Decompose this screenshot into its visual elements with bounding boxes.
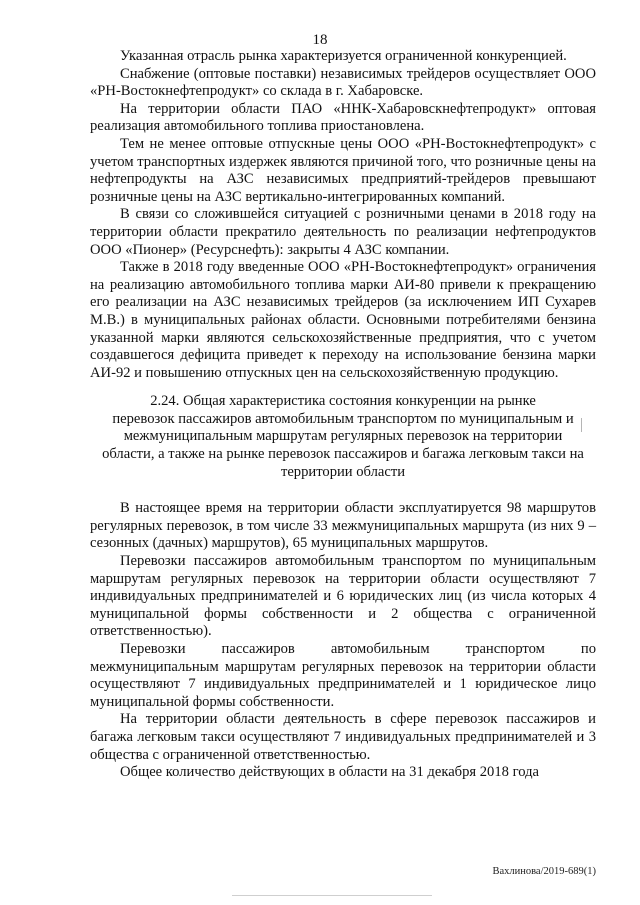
paragraph-nnk: На территории области ПАО «ННК-Хабаровскнефтепродукт» оптовая реализация автомобильного топлива приостановлена. xyxy=(90,100,596,135)
paragraph-supply: Снабжение (оптовые поставки) независимых трейдеров осуществляет ООО «РН-Востокнефтепродукт» со склада в г. Хабаровске. xyxy=(90,65,596,100)
section-heading xyxy=(90,393,596,481)
paragraph-pioneer: В связи со сложившейся ситуацией с розничными ценами в 2018 году на территории области прекратило деятельность по реализации нефтепродуктов ООО «Пионер» (Ресурснефть): закрыты 4 АЗС компании. xyxy=(90,206,596,258)
paragraph-municipal-routes: Перевозки пассажиров автомобильным транспортом по муниципальным маршрутам регулярных перевозок на территории области осуществляют 7 индивидуальных предпринимателей и 6 юридических лиц (из числа которых 4 муниципальной формы собственности и 2 общества с ограниченной ответственностью). xyxy=(90,553,596,640)
paragraph-taxi: На территории области деятельность в сфере перевозок пассажиров и багажа легковым такси осуществляют 7 индивидуальных предпринимателей и 3 общества с ограниченной ответственностью. xyxy=(90,711,596,763)
section-heading-line: 2.24. Общая характеристика состояния конкуренции на рынке xyxy=(150,393,536,410)
section-heading-line: межмуниципальным маршрутам регулярных перевозок на территории xyxy=(123,428,563,445)
scan-artifact xyxy=(581,418,582,432)
section-heading-line: области, а также на рынке перевозок пассажиров и багажа легковым такси на xyxy=(102,446,584,463)
paragraph-prices: Тем не менее оптовые отпускные цены ООО «РН-Востокнефтепродукт» с учетом транспортных издержек являются причиной того, что розничные цены на нефтепродукты на АЗС независимых предприятий-трейдеров превышают розничные цены на АЗС вертикально-интегрированных компаний. xyxy=(90,135,596,205)
scan-artifact xyxy=(232,895,432,896)
paragraph-routes: В настоящее время на территории области эксплуатируется 98 маршрутов регулярных перевозок, в том числе 33 межмуниципальных маршрута (из них 9 – сезонных (дачных) маршрутов), 65 муниципальных маршрутов. xyxy=(90,500,596,552)
paragraph-ai80: Также в 2018 году введенные ООО «РН-Востокнефтепродукт» ограничения на реализацию автомобильного топлива марки АИ-80 привели к прекращению его реализации на АЗС независимых трейдеров (за исключением ИП Сухарев М.В.) в муниципальных районах области. Основными потребителями бензина указанной марки являются сельскохозяйственные предприятия, что с учетом создавшегося дефицита приведет к переходу на использование бензина марки АИ-92 и повышению отпускных цен на сельскохозяйственную продукцию. xyxy=(90,259,596,381)
paragraph-intermunicipal-routes: Перевозки пассажиров автомобильным транспортом по межмуниципальным маршрутам регулярных перевозок на территории области осуществляют 7 индивидуальных предпринимателей и 1 юридическое лицо муниципальной формы собственности. xyxy=(90,641,596,710)
document-body xyxy=(90,48,596,782)
section-heading-line: перевозок пассажиров автомобильным транспортом по муниципальным и xyxy=(112,410,574,427)
section-heading-line: территории области xyxy=(280,463,406,480)
page-number: 18 xyxy=(312,32,328,48)
document-footer-code: Вахлинова/2019-689(1) xyxy=(492,866,596,877)
paragraph-competition: Указанная отрасль рынка характеризуется ограниченной конкуренцией. xyxy=(120,48,567,64)
paragraph-total: Общее количество действующих в области на 31 декабря 2018 года xyxy=(120,764,539,781)
